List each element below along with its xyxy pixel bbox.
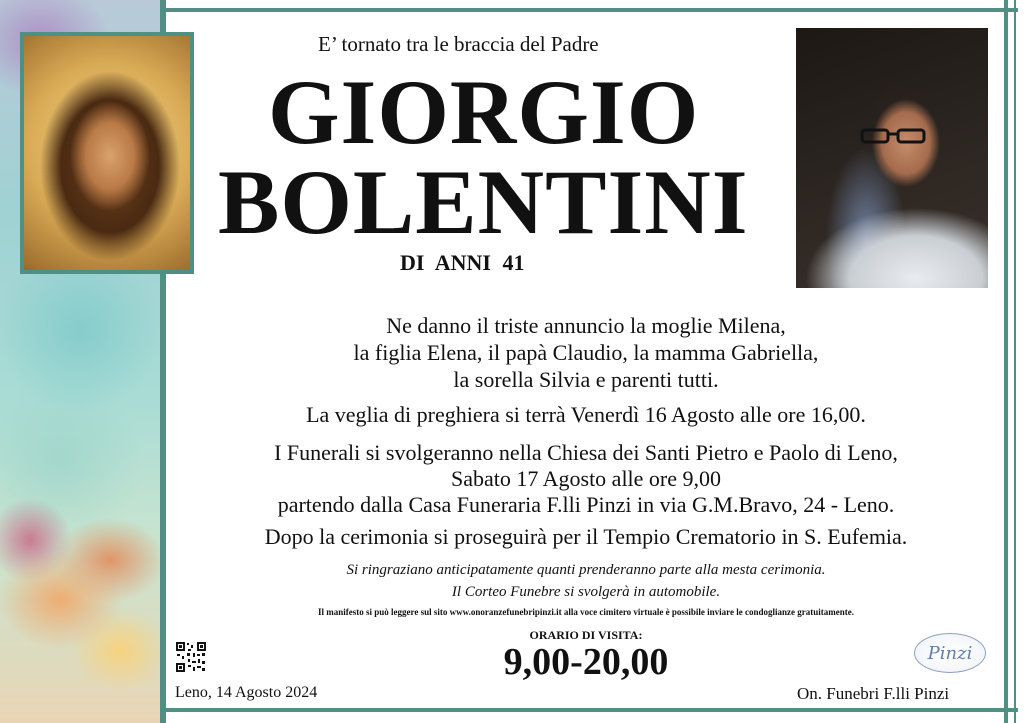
pinzi-logo [914,633,986,673]
funeral-info [170,440,1002,518]
qr-code-icon[interactable] [175,641,207,673]
deceased-last-name: BOLENTINI [218,151,749,253]
visiting-hours: 9,00-20,00 [503,641,669,683]
intro-text: E’ tornato tra le braccia del Padre [318,32,599,56]
funeral-line: I Funerali si svolgeranno nella Chiesa dei Santi Pietro e Paolo di Leno, [274,440,898,465]
frame-bottom-line [162,708,1018,712]
procession-text: Il Corteo Funebre si svolgerà in automobile. [451,584,721,600]
logo-text: Pinzi [927,642,973,664]
funeral-line: partendo dalla Casa Funeraria F.lli Pinzi in via G.M.Bravo, 24 - Leno. [277,492,895,517]
announcement-line: la sorella Silvia e parenti tutti. [453,367,719,392]
deceased-first-name: GIORGIO [268,61,700,163]
website-notice: Il manifesto si può leggere sul sito www.onoranzefunebripinzi.it alla voce cimitero virtuale è possibile inviare le condoglianze gratuitamente. [318,607,854,617]
glasses-detail [858,128,930,144]
jesus-portrait-image [24,36,190,270]
deceased-photo [796,28,988,288]
announcement-line: la figlia Elena, il papà Claudio, la mamma Gabriella, [353,340,819,365]
frame-right-line [1004,0,1008,723]
frame-right-line-outer [1014,0,1016,723]
announcement-text [170,312,1002,393]
visiting-hours-label: ORARIO DI VISITA: [529,628,643,642]
funeral-line: Sabato 17 Agosto alle ore 9,00 [450,466,722,491]
thanks-text: Si ringraziano anticipatamente quanti prenderanno parte alla mesta cerimonia. [346,562,826,578]
frame-top-line [162,8,1018,12]
jesus-portrait [20,32,194,274]
announcement-line: Ne danno il triste annuncio la moglie Milena, [386,313,786,338]
funeral-home-signature: On. Funebri F.lli Pinzi [797,684,950,703]
place-date: Leno, 14 Agosto 2024 [175,684,318,701]
deceased-age: DI ANNI 41 [400,250,525,275]
cremation-info: Dopo la cerimonia si proseguirà per il Tempio Crematorio in S. Eufemia. [264,524,908,549]
vigil-info: La veglia di preghiera si terrà Venerdì 16 Agosto alle ore 16,00. [306,402,866,427]
